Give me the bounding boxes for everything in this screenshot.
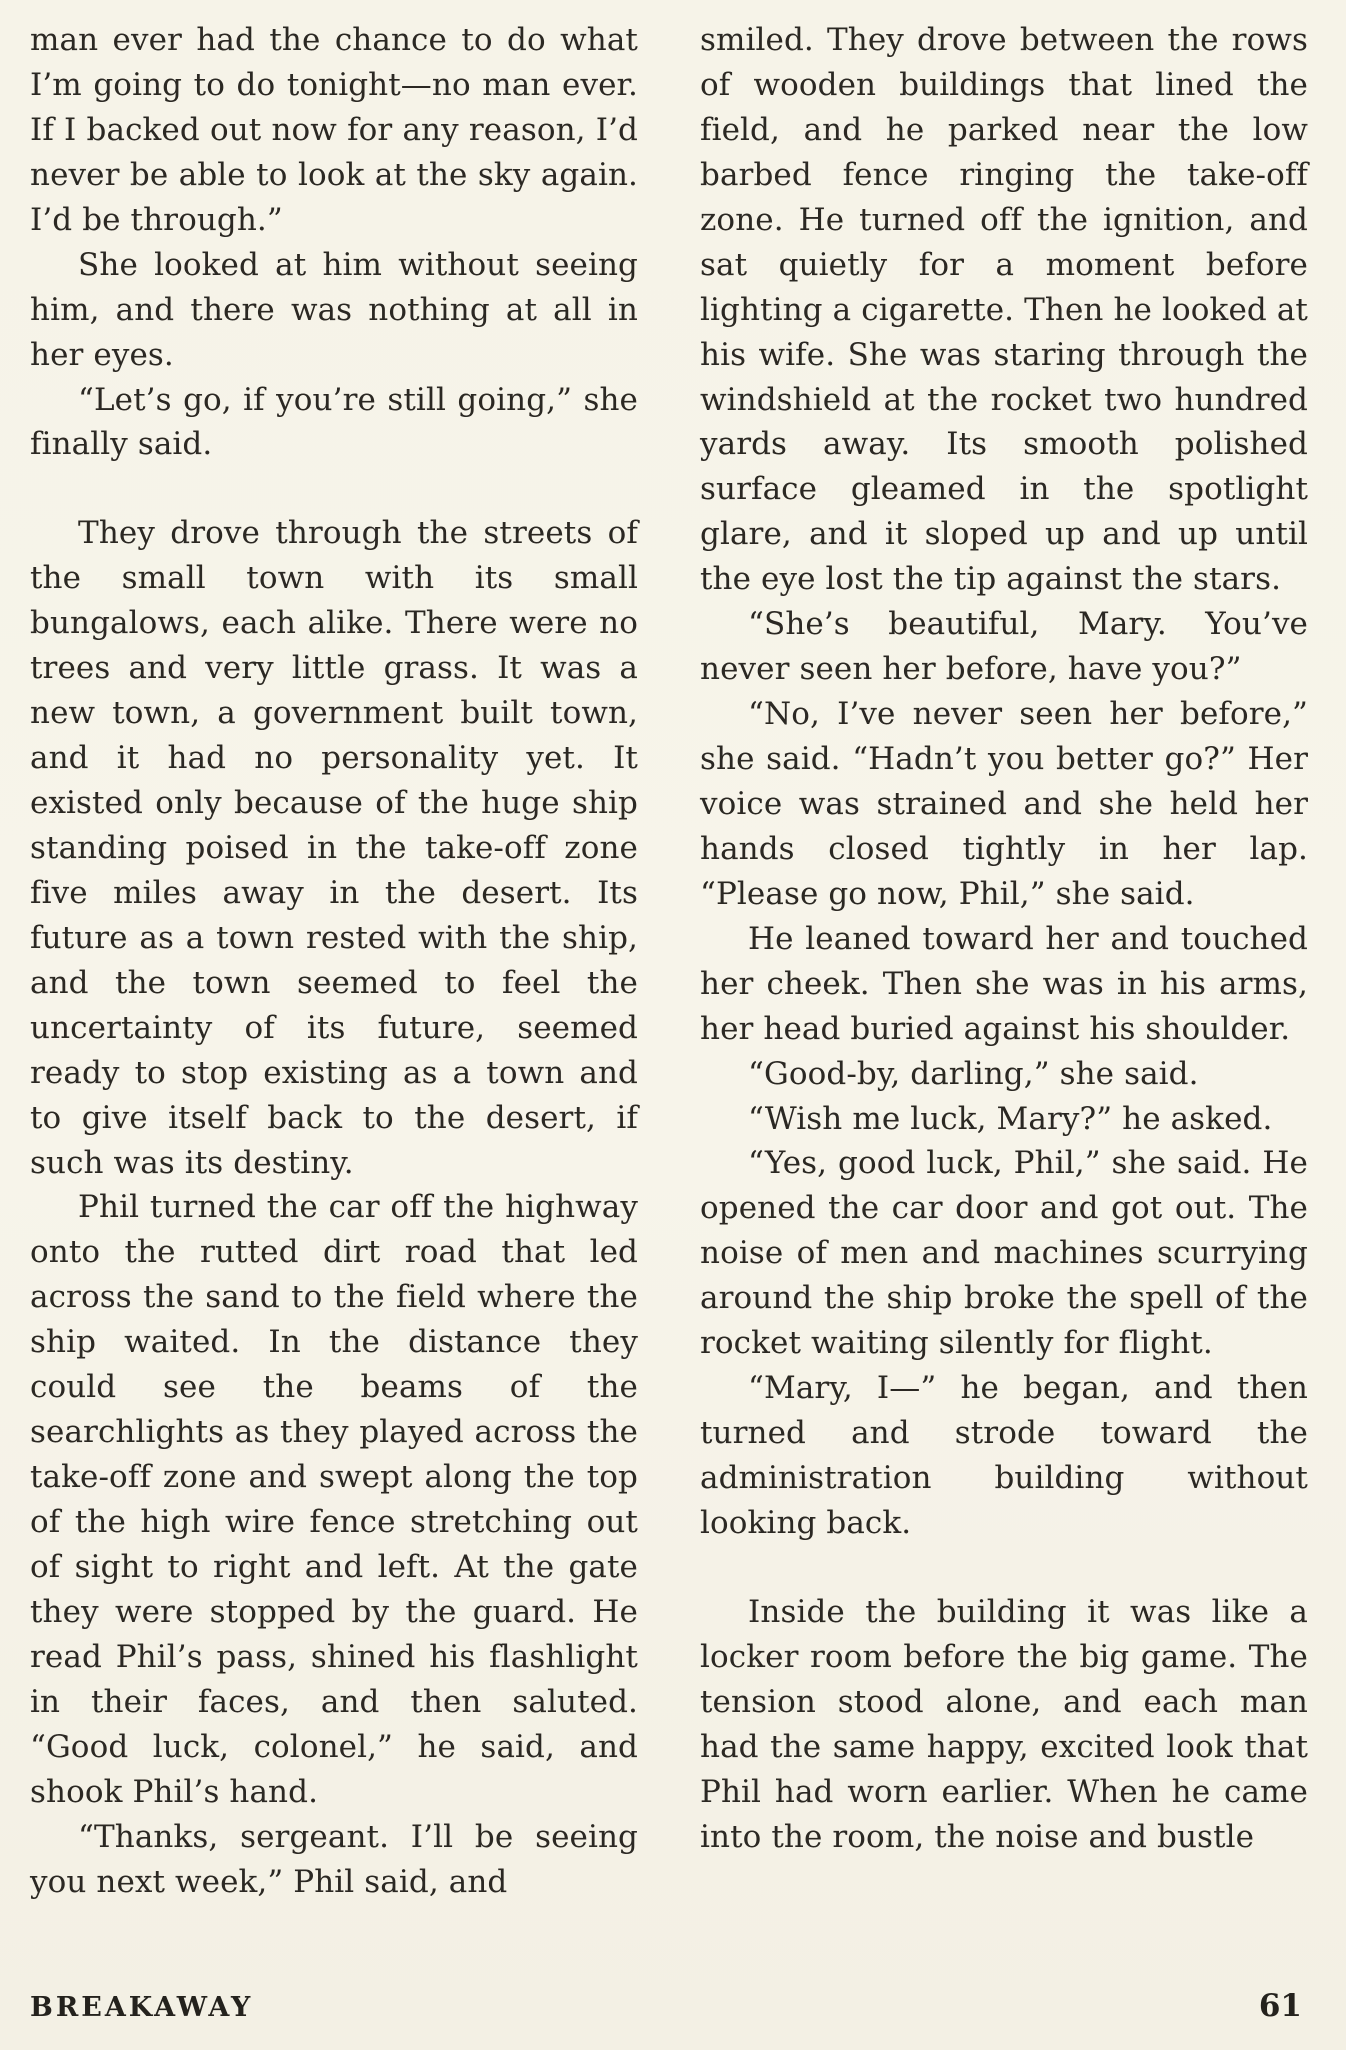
paragraph: Inside the building it was like a locker room before the big game. The tension stood alone, and each man had the same happy, excited look that Phil had worn earlier. When he came into the room, the noise and bustle [700, 1593, 1308, 1855]
paragraph: She looked at him without seeing him, and there was nothing at all in her eyes. [30, 246, 638, 373]
paragraph: Phil turned the car off the highway onto the rutted dirt road that led across the sand to the field where the ship waited. In the distance they could see the beams of the searchlights as they played across the take-off zone and swept along the top of the high wire fence stretching out of sight to right and left. At the gate they were stopped by the guard. He read Phil’s pass, shined his flashlight in their faces, and then saluted. “Good luck, colonel,” he said, and shook Phil’s hand. [30, 1189, 638, 1810]
paragraph: He leaned toward her and touched her cheek. Then she was in his arms, her head buried against his shoulder. [700, 920, 1308, 1047]
page-footer [30, 1988, 1302, 2024]
left-column [30, 18, 638, 1904]
page-number: 61 [1258, 1988, 1302, 2024]
paragraph: man ever had the chance to do what I’m going to do tonight—no man ever. If I backed out now for any reason, I’d never be able to look at the sky again. I’d be through.” [30, 22, 638, 238]
paragraph: “Let’s go, if you’re still going,” she finally said. [30, 381, 638, 463]
paragraph: “Good-by, darling,” she said. [748, 1055, 1199, 1092]
paragraph: “Yes, good luck, Phil,” she said. He opened the car door and got out. The noise of men and machines scurrying around the ship broke the spell of the rocket waiting silently for flight. [700, 1145, 1308, 1362]
paragraph: “Wish me luck, Mary?” he asked. [748, 1100, 1273, 1137]
paragraph: “No, I’ve never seen her before,” she said. “Hadn’t you better go?” Her voice was strained and she held her hands closed tightly in her lap. “Please go now, Phil,” she said. [700, 696, 1308, 912]
paragraph: They drove through the streets of the small town with its small bungalows, each alike. There were no trees and very little grass. It was a new town, a government built town, and it had no personality yet. It existed only because of the huge ship standing poised in the take-off zone five miles away in the desert. Its future as a town rested with the ship, and the town seemed to feel the uncertainty of its future, seemed ready to stop existing as a town and to give itself back to the desert, if such was its destiny. [30, 515, 638, 1181]
paragraph: smiled. They drove between the rows of wooden buildings that lined the field, and he parked near the low barbed fence ringing the take-off zone. He turned off the ignition, and sat quietly for a moment before lighting a cigarette. Then he looked at his wife. She was staring through the windshield at the rocket two hundred yards away. Its smooth polished surface gleamed in the spotlight glare, and it sloped up and up until the eye lost the tip against the stars. [700, 22, 1308, 598]
right-column [700, 18, 1308, 1904]
paragraph: “Mary, I—” he began, and then turned and strode toward the administration building without looking back. [700, 1370, 1308, 1541]
paragraph: “Thanks, sergeant. I’ll be seeing you next week,” Phil said, and [30, 1818, 638, 1900]
text-columns [30, 18, 1308, 1904]
story-title: BREAKAWAY [30, 1992, 254, 2023]
paragraph: “She’s beautiful, Mary. You’ve never seen her before, have you?” [700, 606, 1308, 688]
